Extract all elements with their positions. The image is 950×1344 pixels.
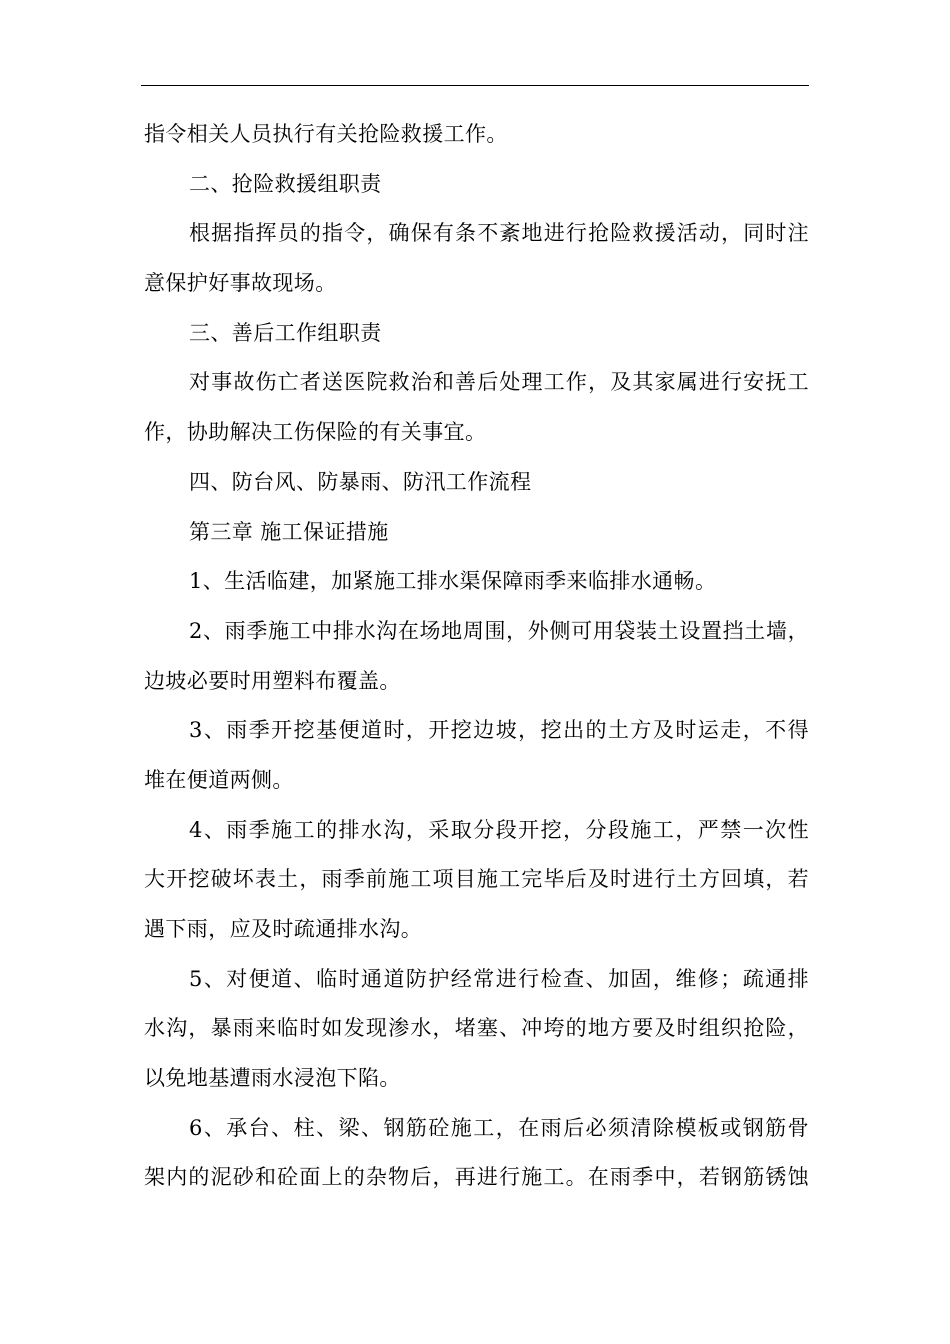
- text-line: 6、承台、柱、梁、钢筋砼施工，在雨后必须清除模板或钢筋骨: [189, 1115, 809, 1140]
- text-line: 边坡必要时用塑料布覆盖。: [144, 668, 401, 693]
- text-line: 指令相关人员执行有关抢险救援工作。: [144, 122, 508, 146]
- text-line: 架内的泥砂和砼面上的杂物后，再进行施工。在雨季中，若钢筋锈蚀: [144, 1165, 809, 1190]
- text-line: 3、雨季开挖基便道时，开挖边坡，挖出的土方及时运走，不得: [189, 718, 809, 743]
- text-line: 2、雨季施工中排水沟在场地周围，外侧可用袋装土设置挡土墙，: [189, 618, 809, 643]
- text-line: 大开挖破坏表土，雨季前施工项目施工完毕后及时进行土方回填，若: [144, 867, 809, 892]
- text-line: 堆在便道两侧。: [144, 767, 294, 792]
- header-rule: [141, 85, 809, 86]
- text-line: 三、善后工作组职责: [189, 320, 382, 345]
- text-line: 第三章 施工保证措施: [189, 519, 389, 544]
- text-line: 四、防台风、防暴雨、防汛工作流程: [189, 469, 532, 494]
- text-line: 水沟，暴雨来临时如发现渗水，堵塞、冲垮的地方要及时组织抢险，: [144, 1016, 809, 1041]
- text-line: 意保护好事故现场。: [144, 271, 337, 296]
- text-line: 二、抢险救援组职责: [189, 171, 382, 196]
- text-line: 1、生活临建，加紧施工排水渠保障雨季来临排水通畅。: [189, 569, 717, 594]
- text-line: 根据指挥员的指令，确保有条不紊地进行抢险救援活动，同时注: [189, 221, 809, 246]
- document-body: [144, 110, 809, 1203]
- text-line: 遇下雨，应及时疏通排水沟。: [144, 917, 423, 941]
- text-line: 作，协助解决工伤保险的有关事宜。: [144, 420, 487, 445]
- text-line: 对事故伤亡者送医院救治和善后处理工作，及其家属进行安抚工: [189, 370, 809, 395]
- text-line: 4、雨季施工的排水沟，采取分段开挖，分段施工，严禁一次性: [189, 817, 809, 842]
- text-line: 以免地基遭雨水浸泡下陷。: [144, 1066, 401, 1091]
- text-line: 5、对便道、临时通道防护经常进行检查、加固，维修；疏通排: [189, 966, 809, 991]
